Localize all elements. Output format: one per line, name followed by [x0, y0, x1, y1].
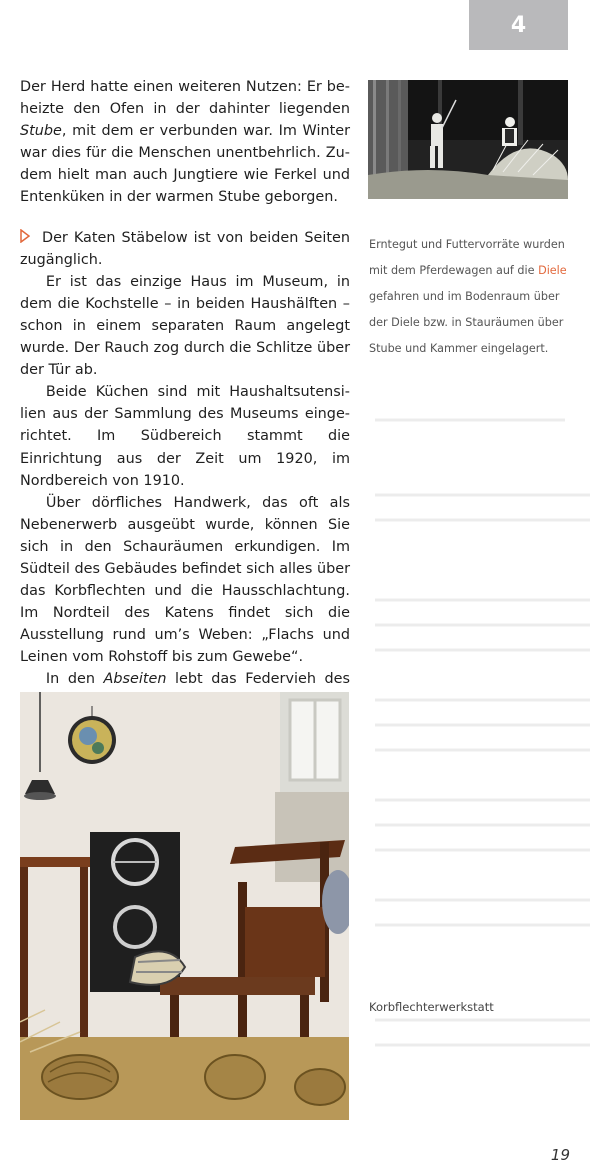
main-text-column	[20, 76, 350, 713]
chapter-tab	[469, 0, 568, 50]
barn-photo-illustration	[368, 80, 568, 199]
paragraph-5: Über dörfliches Handwerk, das oft als Nebenerwerb ausgeübt wurde, können Sie sich in den Schauräumen erkundigen. Im Südteil des Gebäudes befindet sich alles über das Korbflechten und die Hausschlachtung. Im Nordteil des Katens findet sich die Ausstellung rund um’s Weben: „Flachs und Leinen vom Rohstoff bis zum Gewebe“.	[20, 494, 350, 666]
paragraph-3: Er ist das einzige Haus im Museum, in dem die Kochstelle – in beiden Haushälften – schon in einem separaten Raum angelegt wurde. Der Rauch zog durch die Schlitze über der Tür ab.	[20, 273, 350, 379]
chapter-number: 4	[510, 12, 527, 38]
term-abseiten: Abseiten	[103, 671, 167, 688]
paragraph-2: Der Katen Stäbelow ist von beiden Seiten zugänglich.	[20, 229, 350, 268]
paragraph-4: Beide Küchen sind mit Haushaltsutensilien aus der Sammlung des Museums eingerichtet. Im Südbereich stammt die Einrichtung aus der Zeit um 1920, im Nordbereich von 1910.	[20, 384, 350, 489]
arrow-marker-icon	[20, 229, 30, 243]
show-through-text	[365, 400, 600, 1100]
term-stube: Stube	[20, 123, 62, 140]
photo-caption: Korbflechterwerkstatt	[369, 1000, 494, 1014]
page-number: 19	[550, 1146, 570, 1164]
paragraph-6: In den Abseiten lebt das Federvieh des	[45, 671, 350, 688]
side-caption: Erntegut und Futtervorräte wurden mit dem Pferdewagen auf die Diele gefahren und im Bodenraum über der Diele bzw. in Stauräumen über Stube und Kammer eingelagert.	[369, 238, 567, 355]
photo-basket-workshop	[20, 692, 349, 1120]
highlight-term-diele: Diele	[538, 264, 567, 277]
paragraph-1: Der Herd hatte einen weiteren Nutzen: Er beheizte den Ofen in der dahinter liegenden Stube, mit dem er verbunden war. Im Winter war dies für die Menschen unentbehrlich. Zudem hielt man auch Jungtiere wie Ferkel und Entenküken in der warmen Stube geborgen.	[20, 79, 350, 206]
workshop-photo-illustration	[20, 692, 349, 1120]
photo-threshing-barn	[368, 80, 568, 199]
